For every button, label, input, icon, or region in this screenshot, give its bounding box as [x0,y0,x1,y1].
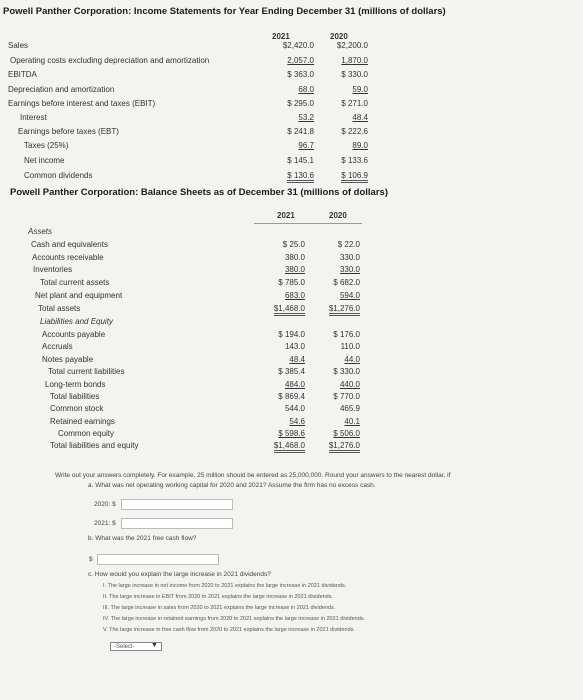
balance-row-2020-value: $ 176.0 [333,330,360,339]
balance-row-2020-value: $ 770.0 [333,392,360,401]
income-row-2021-value: 2,057.0 [287,56,314,65]
balance-row-2020-value: $ 682.0 [333,278,360,287]
question-b: b. What was the 2021 free cash flow? [88,535,197,542]
balance-row-label: Common stock [50,404,104,413]
balance-row-label: Accruals [42,342,73,351]
balance-row-2021-value: 683.0 [284,291,305,300]
nowc-2020-input[interactable] [121,499,233,510]
income-row-label: Common dividends [24,171,93,180]
balance-row-2020-value: 594.0 [339,291,360,300]
balance-row-2021-value: $1,468.0 [274,304,305,316]
balance-row-label: Accounts receivable [32,253,104,262]
qc-option-1: I. The large increase in net income from 2020 to 2021 explains the large increase in 2021 dividends. [103,583,347,589]
balance-row-label: Assets [28,227,53,236]
balance-row-label: Total assets [38,304,81,313]
income-row-label: Interest [20,113,47,122]
income-row-2021-value: $ 241.8 [287,127,314,136]
select-placeholder: -Select- [114,644,135,650]
balance-row-label: Long-term bonds [45,380,106,389]
balance-row-2020-value: 110.0 [340,342,360,351]
balance-row-2021-value: $ 869.4 [278,392,305,401]
qc-option-3: III. The large increase in sales from 2020 to 2021 explains the large increase in 2021 dividends. [103,605,336,611]
balance-row-label: Accounts payable [42,330,106,339]
question-a: a. What was net operating working capital for 2020 and 2021? Assume the firm has no excess cash. [88,482,376,489]
balance-row-2021-value: 54.6 [289,417,305,426]
balance-row-label: Notes payable [42,355,94,364]
income-row-2021-value: $ 130.6 [287,171,314,183]
balance-col-2021: 2021 [277,211,295,220]
qb-dollar-label: $ [89,556,93,563]
income-row-2021-value: 68.0 [298,85,314,94]
income-row-label: Operating costs excluding depreciation and amortization [10,56,210,65]
balance-row-2021-value: 380.0 [284,253,305,262]
nowc-2021-input[interactable] [121,518,233,529]
income-row-label: Depreciation and amortization [8,85,115,94]
balance-row-2021-value: 143.0 [284,342,305,351]
income-row-2021-value: $ 295.0 [287,99,314,108]
balance-row-2021-value: $ 598.6 [278,429,305,438]
income-row-2021-value: $2,420.0 [282,41,314,50]
balance-row-2020-value: 330.0 [339,265,360,274]
balance-sheet-title: Powell Panther Corporation: Balance Sheets as of December 31 (millions of dollars) [10,187,388,198]
income-row-label: EBITDA [8,70,37,79]
income-row-2020-value: 1,870.0 [341,56,368,65]
income-row-2021-value: 53.2 [298,113,314,122]
qc-option-2: II. The large increase in EBIT from 2020 to 2021 explains the large increase in 2021 dividends. [103,594,334,600]
balance-row-2020-value: 40.1 [344,417,360,426]
income-statement-title: Powell Panther Corporation: Income Statements for Year Ending December 31 (millions of dollars) [3,6,446,17]
income-col-2021: 2021 [272,32,290,41]
chevron-down-icon: ▼ [151,642,158,649]
income-row-2021-value: $ 145.1 [287,156,314,165]
balance-row-label: Liabilities and Equity [40,317,113,326]
income-row-label: Taxes (25%) [24,141,69,150]
balance-row-2020-value: 44.0 [344,355,360,364]
qa-2021-label: 2021: $ [94,520,116,527]
income-row-label: Earnings before taxes (EBT) [18,127,119,136]
balance-row-label: Inventories [33,265,73,274]
balance-row-2021-value: $1,468.0 [274,441,305,453]
balance-row-2020-value: 330.0 [339,253,360,262]
income-row-2020-value: 48.4 [352,113,368,122]
balance-row-2021-value: $ 25.0 [282,240,305,249]
balance-row-2021-value: $ 785.0 [278,278,305,287]
balance-row-label: Retained earnings [50,417,115,426]
income-col-2020: 2020 [330,32,348,41]
income-row-label: Sales [8,41,29,50]
balance-header-rule [254,223,362,224]
income-row-2020-value: $ 271.0 [341,99,368,108]
balance-col-2020: 2020 [329,211,347,220]
balance-row-2021-value: 48.4 [289,355,305,364]
balance-row-label: Net plant and equipment [35,291,123,300]
qc-option-4: IV. The large increase in retained earnings from 2020 to 2021 explains the large increase in 2021 dividends. [103,616,366,622]
balance-row-2020-value: $ 22.0 [337,240,360,249]
balance-row-2020-value: $1,276.0 [329,304,360,316]
income-row-2020-value: $2,200.0 [336,41,368,50]
balance-row-2021-value: $ 194.0 [278,330,305,339]
balance-row-label: Total liabilities and equity [50,441,139,450]
income-row-2020-value: $ 133.6 [341,156,368,165]
income-row-2020-value: $ 330.0 [341,70,368,79]
question-c: c. How would you explain the large increase in 2021 dividends? [88,571,271,578]
balance-row-2020-value: $ 506.0 [333,429,360,438]
balance-row-2020-value: 465.9 [339,404,360,413]
balance-row-2021-value: $ 385.4 [278,367,305,376]
balance-row-label: Total current liabilities [48,367,125,376]
instructions: Write out your answers completely. For example, 25 million should be entered as 25,000,000. Round your answers to the nearest dollar, if [55,472,451,479]
qa-2020-label: 2020: $ [94,501,116,508]
income-row-2020-value: 89.0 [352,141,368,150]
income-row-2021-value: 96.7 [298,141,314,150]
income-row-label: Net income [24,156,65,165]
balance-row-2020-value: 440.0 [339,380,360,389]
income-row-2020-value: $ 222.6 [341,127,368,136]
income-row-label: Earnings before interest and taxes (EBIT) [8,99,156,108]
income-row-2020-value: $ 106.9 [341,171,368,183]
balance-row-label: Total liabilities [50,392,100,401]
income-row-2020-value: 59.0 [352,85,368,94]
balance-row-label: Common equity [58,429,115,438]
balance-row-2020-value: $1,276.0 [329,441,360,453]
balance-row-label: Cash and equivalents [31,240,108,249]
fcf-2021-input[interactable] [97,554,219,565]
balance-row-2021-value: 380.0 [284,265,305,274]
balance-row-label: Total current assets [40,278,110,287]
balance-row-2021-value: 544.0 [284,404,305,413]
qc-option-5: V. The large increase in free cash flow from 2020 to 2021 explains the large increase in 2021 dividends. [103,627,355,633]
balance-row-2021-value: 484.0 [284,380,305,389]
income-row-2021-value: $ 363.0 [287,70,314,79]
balance-row-2020-value: $ 330.0 [333,367,360,376]
